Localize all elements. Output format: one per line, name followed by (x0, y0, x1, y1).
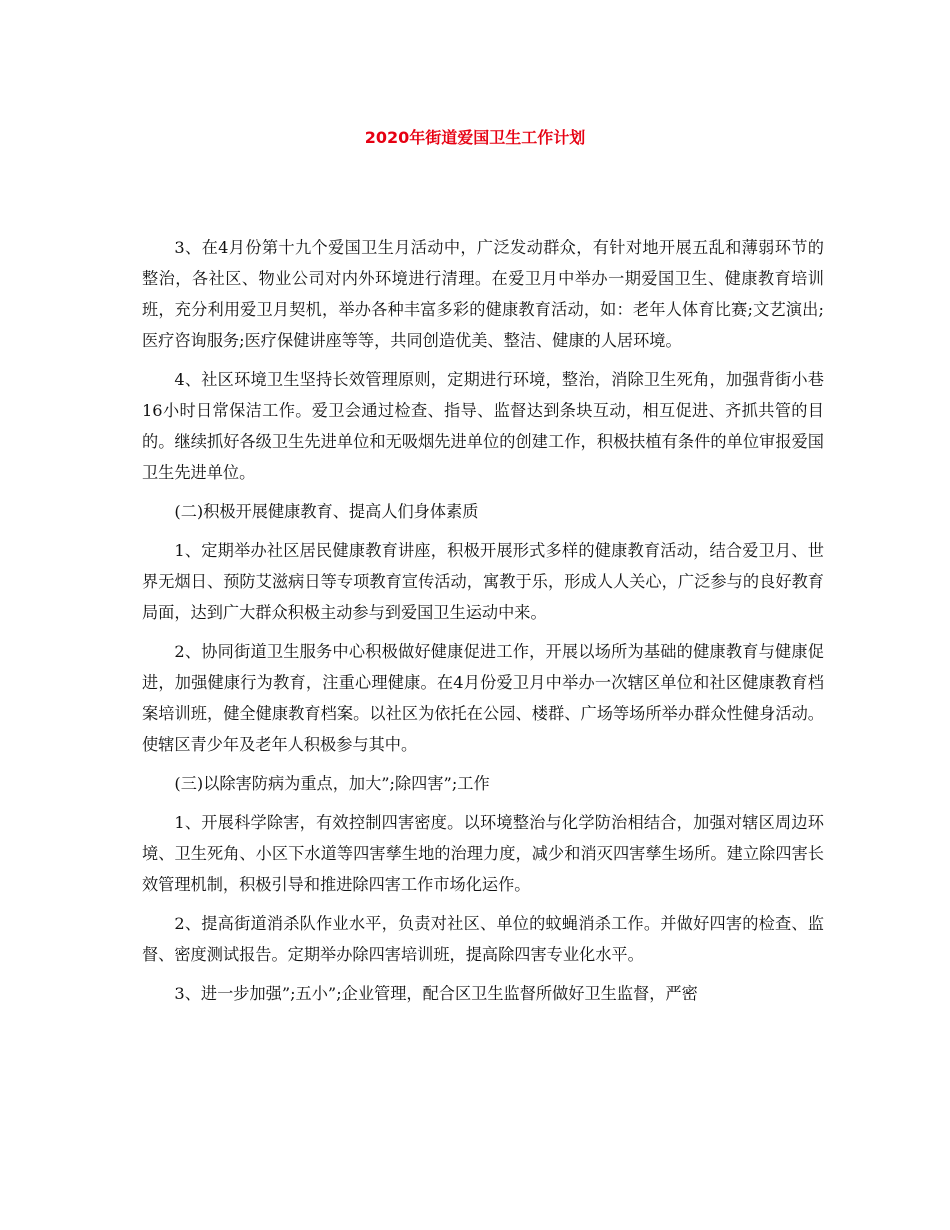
document-title: 2020年街道爱国卫生工作计划 (364, 128, 586, 147)
paragraph: 1、开展科学除害，有效控制四害密度。以环境整治与化学防治相结合，加强对辖区周边环境、卫生死角、小区下水道等四害孳生地的治理力度，减少和消灭四害孳生场所。建立除四害长效管理机制，积极引导和推进除四害工作市场化运作。 (142, 813, 824, 894)
paragraph: 3、在4月份第十九个爱国卫生月活动中，广泛发动群众，有针对地开展五乱和薄弱环节的整治，各社区、物业公司对内外环境进行清理。在爱卫月中举办一期爱国卫生、健康教育培训班，充分利用爱卫月契机，举办各种丰富多彩的健康教育活动，如：老年人体育比赛;文艺演出;医疗咨询服务;医疗保健讲座等等，共同创造优美、整洁、健康的人居环境。 (142, 238, 824, 350)
document-body (142, 232, 824, 1017)
paragraph: 3、进一步加强”;五小”;企业管理，配合区卫生监督所做好卫生监督，严密 (174, 984, 698, 1003)
paragraph: 1、定期举办社区居民健康教育讲座，积极开展形式多样的健康教育活动，结合爱卫月、世界无烟日、预防艾滋病日等专项教育宣传活动，寓教于乐，形成人人关心，广泛参与的良好教育局面，达到广大群众积极主动参与到爱国卫生运动中来。 (142, 541, 824, 622)
paragraph: 2、协同街道卫生服务中心积极做好健康促进工作，开展以场所为基础的健康教育与健康促进，加强健康行为教育，注重心理健康。在4月份爱卫月中举办一次辖区单位和社区健康教育档案培训班，健全健康教育档案。以社区为依托在公园、楼群、广场等场所举办群众性健身活动。使辖区青少年及老年人积极参与其中。 (142, 642, 824, 754)
paragraph: 2、提高街道消杀队作业水平，负责对社区、单位的蚊蝇消杀工作。并做好四害的检查、监督、密度测试报告。定期举办除四害培训班，提高除四害专业化水平。 (142, 914, 824, 964)
section-heading: (三)以除害防病为重点，加大”;除四害”;工作 (174, 774, 490, 793)
paragraph: 4、社区环境卫生坚持长效管理原则，定期进行环境，整治，消除卫生死角，加强背街小巷16小时日常保洁工作。爱卫会通过检查、指导、监督达到条块互动，相互促进、齐抓共管的目的。继续抓好各级卫生先进单位和无吸烟先进单位的创建工作，积极扶植有条件的单位审报爱国卫生先进单位。 (142, 370, 824, 482)
section-heading: (二)积极开展健康教育、提高人们身体素质 (174, 502, 479, 521)
